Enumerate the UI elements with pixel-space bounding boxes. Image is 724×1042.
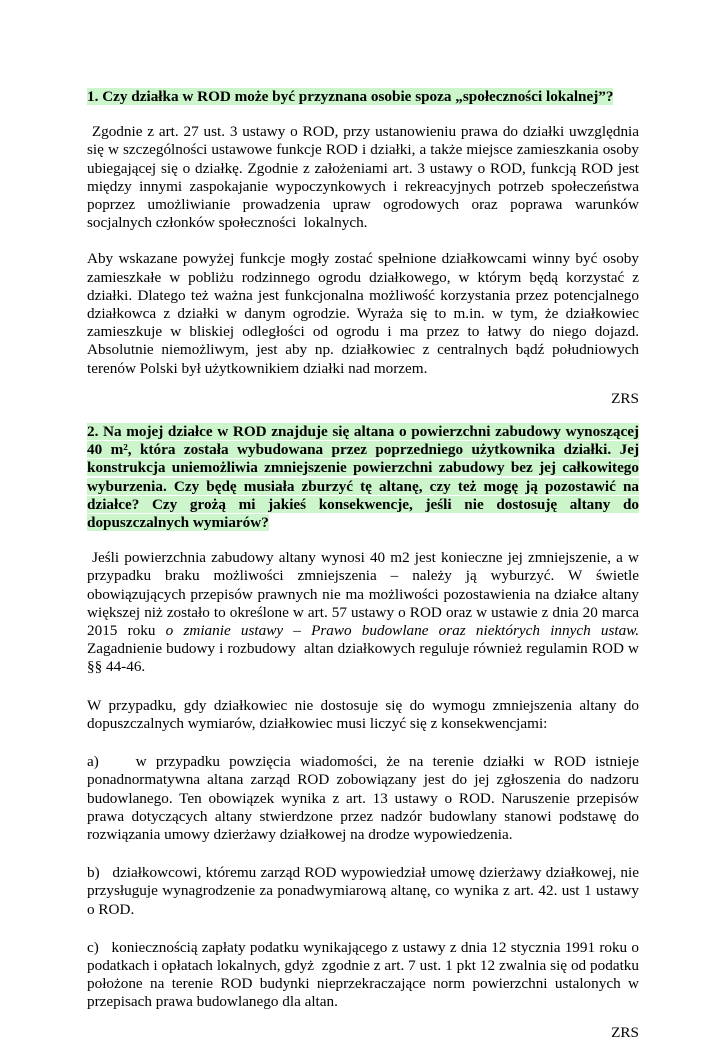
question-1-heading: 1. Czy działka w ROD może być przyznana osobie spoza „społeczności lokalnej”? — [87, 88, 614, 105]
list-item-a-marker: a) — [87, 753, 99, 771]
list-item-b — [87, 864, 643, 919]
answer-2-paragraph-1-italic: o zmianie ustawy – Prawo budowlane oraz niektórych innych ustaw. — [165, 622, 640, 640]
document-page — [87, 88, 643, 1042]
answer-2-paragraph-2: W przypadku, gdy działkowiec nie dostosuje się do wymogu zmniejszenia altany do dopuszczalnych wymiarów, działkowiec musi liczyć się z konsekwencjami: — [87, 696, 639, 732]
answer-2-paragraph-1 — [87, 549, 643, 676]
answer-2-paragraph-1-text-b: Zagadnienie budowy i rozbudowy altan działkowych reguluje również regulamin ROD w §§ 44-46. — [87, 622, 643, 676]
question-2-block — [87, 423, 639, 532]
list-item-a — [87, 753, 643, 844]
answer-1-paragraph-2: Aby wskazane powyżej funkcje mogły zostać spełnione działkowcami winny być osoby zamieszkałe w pobliżu rodzinnego ogrodu działkowego, w którym będą korzystać z działki. Dlatego też ważna jest funkcjonalna możliwość korzystania przez potencjalnego działkowca z działki w danym ogrodzie. Wyraża się to m.in. w tym, że działkowiec zamieszkuje w bliskiej odległości od ogrodu i ma przez to łatwy do niego dojazd. Absolutnie niemożliwym, jest aby np. działkowiec z centralnych bądź południowych terenów Polski był użytkownikiem działki nad morzem. — [87, 250, 639, 377]
question-1-block — [87, 88, 639, 106]
list-item-b-marker: b) — [87, 864, 100, 882]
list-item-c-marker: c) — [87, 938, 99, 956]
answer-2-paragraph-1-text-a: Jeśli powierzchnia zabudowy altany wynosi 40 m2 jest konieczne jej zmniejszenie, a w przypadku braku możliwości zmniejszenia – należy ją wyburzyć. W świetle obowiązujących przepisów prawnych nie ma możliwości pozostawienia na działce altany większej niż zostało to określone w art. 57 ustawy o ROD oraz w ustawie z dnia 20 marca 2015 roku — [87, 549, 643, 640]
answer-2-signature: ZRS — [611, 1023, 639, 1041]
answer-1-signature: ZRS — [611, 389, 639, 407]
list-item-c-text: koniecznością zapłaty podatku wynikającego z ustawy z dnia 12 stycznia 1991 roku o podatkach i opłatach lokalnych, gdyż zgodnie z art. 7 ust. 1 pkt 12 zwalnia się od podatku położone na terenie ROD budynki nieprzekraczające norm powierzchni ustalonych w przepisach prawa budowlanego dla altan. — [87, 938, 643, 1011]
list-item-c — [87, 938, 643, 1012]
question-2-heading: 2. Na mojej działce w ROD znajduje się altana o powierzchni zabudowy wynoszącej 40 m², która została wybudowana przez poprzedniego użytkownika działki. Jej konstrukcja uniemożliwia zmniejszenie powierzchni zabudowy bez jej całkowitego wyburzenia. Czy będę musiała zburzyć tę altanę, czy też mogę ją pozostawić na działce? Czy grożą mi jakieś konsekwencje, jeśli nie dostosuję altany do dopuszczalnych wymiarów? — [87, 423, 639, 532]
list-item-a-text: w przypadku powzięcia wiadomości, że na terenie działki w ROD istnieje ponadnormatywna altana zarząd ROD zobowiązany jest do jej zgłoszenia do nadzoru budowlanego. Ten obowiązek wynika z art. 13 ustawy o ROD. Naruszenie przepisów prawa dotyczących altany stwierdzone przez nadzór budowlany stanowi podstawę do rozwiązania umowy dzierżawy działkowej na drodze wypowiedzenia. — [87, 753, 643, 843]
answer-1-paragraph-1: Zgodnie z art. 27 ust. 3 ustawy o ROD, przy ustanowieniu prawa do działki uwzględnia się w szczególności ustawowe funkcje ROD i działki, a także miejsce zamieszkania osoby ubiegającej się o działkę. Zgodnie z założeniami art. 3 ustawy o ROD, funkcją ROD jest między innymi zaspokajanie wypoczynkowych i rekreacyjnych potrzeb społeczeństwa poprzez umożliwianie prowadzenia upraw ogrodowych oraz poprawa warunków socjalnych członków społeczności lokalnych. — [87, 123, 643, 232]
list-item-b-text: działkowcowi, któremu zarząd ROD wypowiedział umowę dzierżawy działkowej, nie przysługuje wynagrodzenie za ponadwymiarową altanę, co wynika z art. 42. ust 1 ustawy o ROD. — [87, 864, 643, 918]
